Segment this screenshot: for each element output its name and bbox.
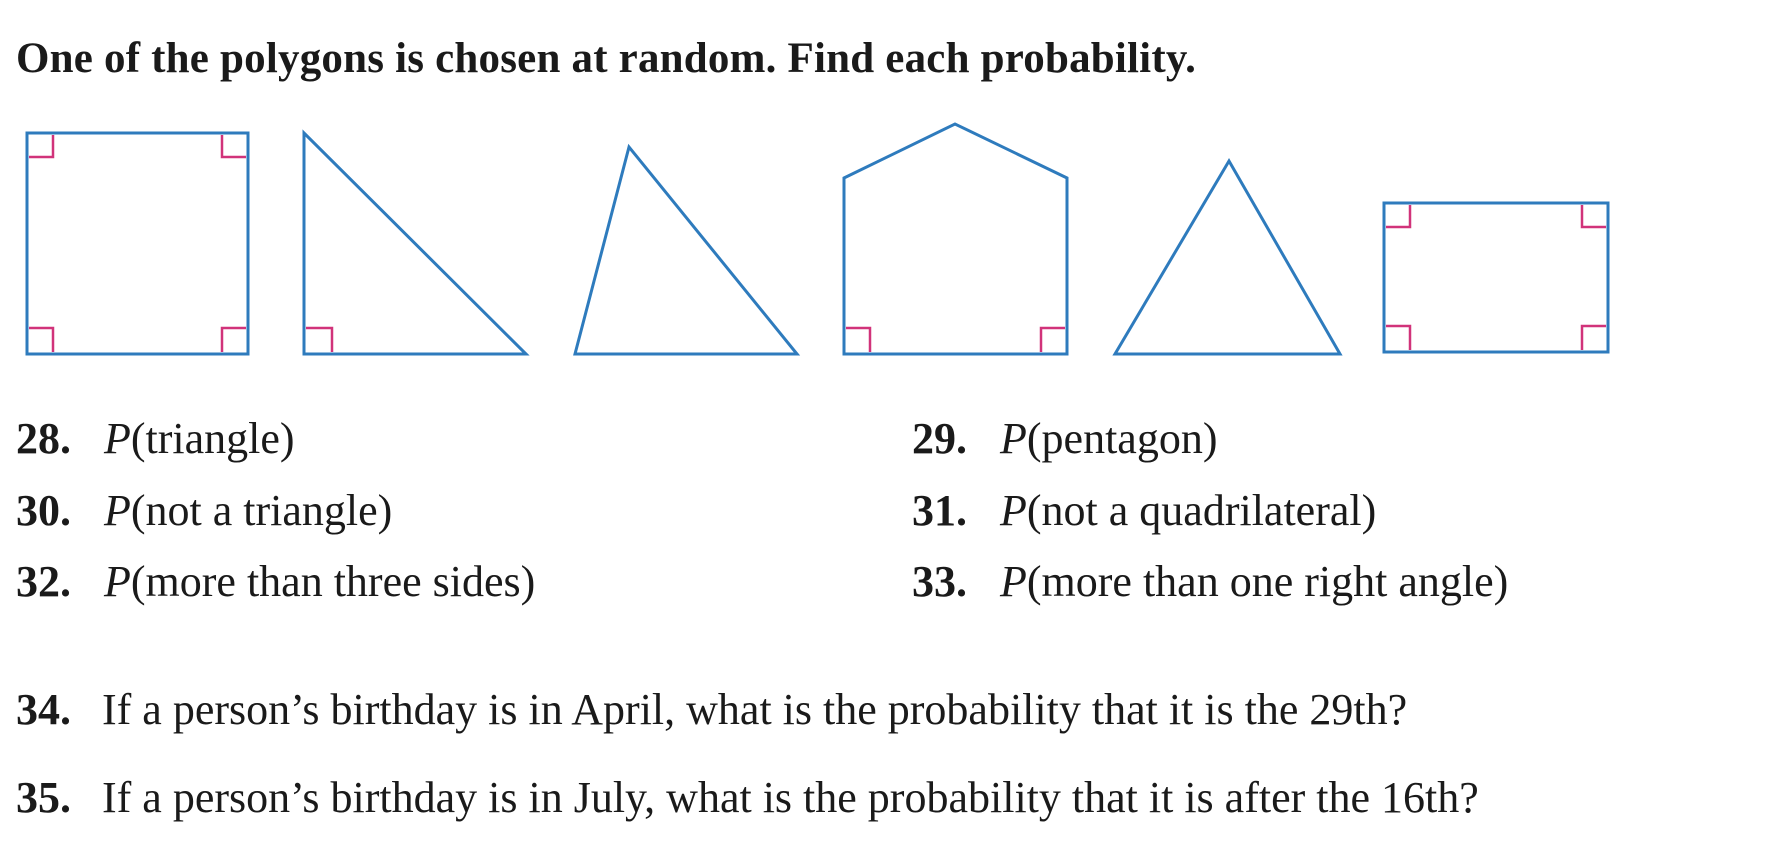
probability-symbol: P (104, 486, 131, 535)
right-angle-marker (1386, 205, 1410, 227)
probability-symbol: P (104, 557, 131, 606)
probability-symbol: P (1000, 557, 1027, 606)
exercise-number: 28. (16, 414, 71, 463)
exercise-32 (16, 556, 535, 607)
exercise-29 (912, 413, 1217, 464)
exercise-text: (not a triangle) (130, 486, 393, 535)
exercise-text: (more than three sides) (130, 557, 536, 606)
right-angle-marker (222, 135, 246, 157)
question-number: 35. (16, 773, 71, 822)
right-angle-marker (222, 328, 246, 352)
exercise-number: 33. (912, 557, 967, 606)
right-angle-marker (1386, 326, 1410, 350)
polygons-figure (0, 0, 1786, 400)
right-triangle-shape (304, 133, 526, 354)
right-angle-marker (1582, 205, 1606, 227)
square-shape (27, 133, 248, 354)
exercise-number: 32. (16, 557, 71, 606)
right-angle-marker (306, 328, 332, 352)
question-35 (16, 772, 1479, 823)
exercise-number: 31. (912, 486, 967, 535)
exercise-text: (more than one right angle) (1026, 557, 1509, 606)
isosceles-triangle-shape (1115, 161, 1340, 354)
right-angle-marker (846, 328, 870, 352)
triangle-shape (575, 147, 797, 354)
question-number: 34. (16, 685, 71, 734)
exercise-number: 30. (16, 486, 71, 535)
exercise-text: (not a quadrilateral) (1026, 486, 1377, 535)
exercise-text: (triangle) (130, 414, 295, 463)
probability-symbol: P (104, 414, 131, 463)
question-34 (16, 684, 1407, 735)
instructions-heading: One of the polygons is chosen at random. Find each probability. (16, 35, 1197, 82)
exercise-31 (912, 485, 1376, 536)
exercise-number: 29. (912, 414, 967, 463)
right-angle-marker (29, 135, 53, 157)
right-angle-marker (1041, 328, 1065, 352)
probability-symbol: P (1000, 414, 1027, 463)
question-text: If a person’s birthday is in April, what is the probability that it is the 29th? (102, 685, 1408, 734)
question-text: If a person’s birthday is in July, what is the probability that it is after the 16th? (102, 773, 1479, 822)
exercise-28 (16, 413, 295, 464)
exercise-text: (pentagon) (1026, 414, 1218, 463)
right-angle-marker (1582, 326, 1606, 350)
right-angle-marker (29, 328, 53, 352)
probability-symbol: P (1000, 486, 1027, 535)
exercise-30 (16, 485, 392, 536)
rectangle-shape (1384, 203, 1608, 352)
exercise-33 (912, 556, 1508, 607)
pentagon-shape (844, 124, 1067, 354)
